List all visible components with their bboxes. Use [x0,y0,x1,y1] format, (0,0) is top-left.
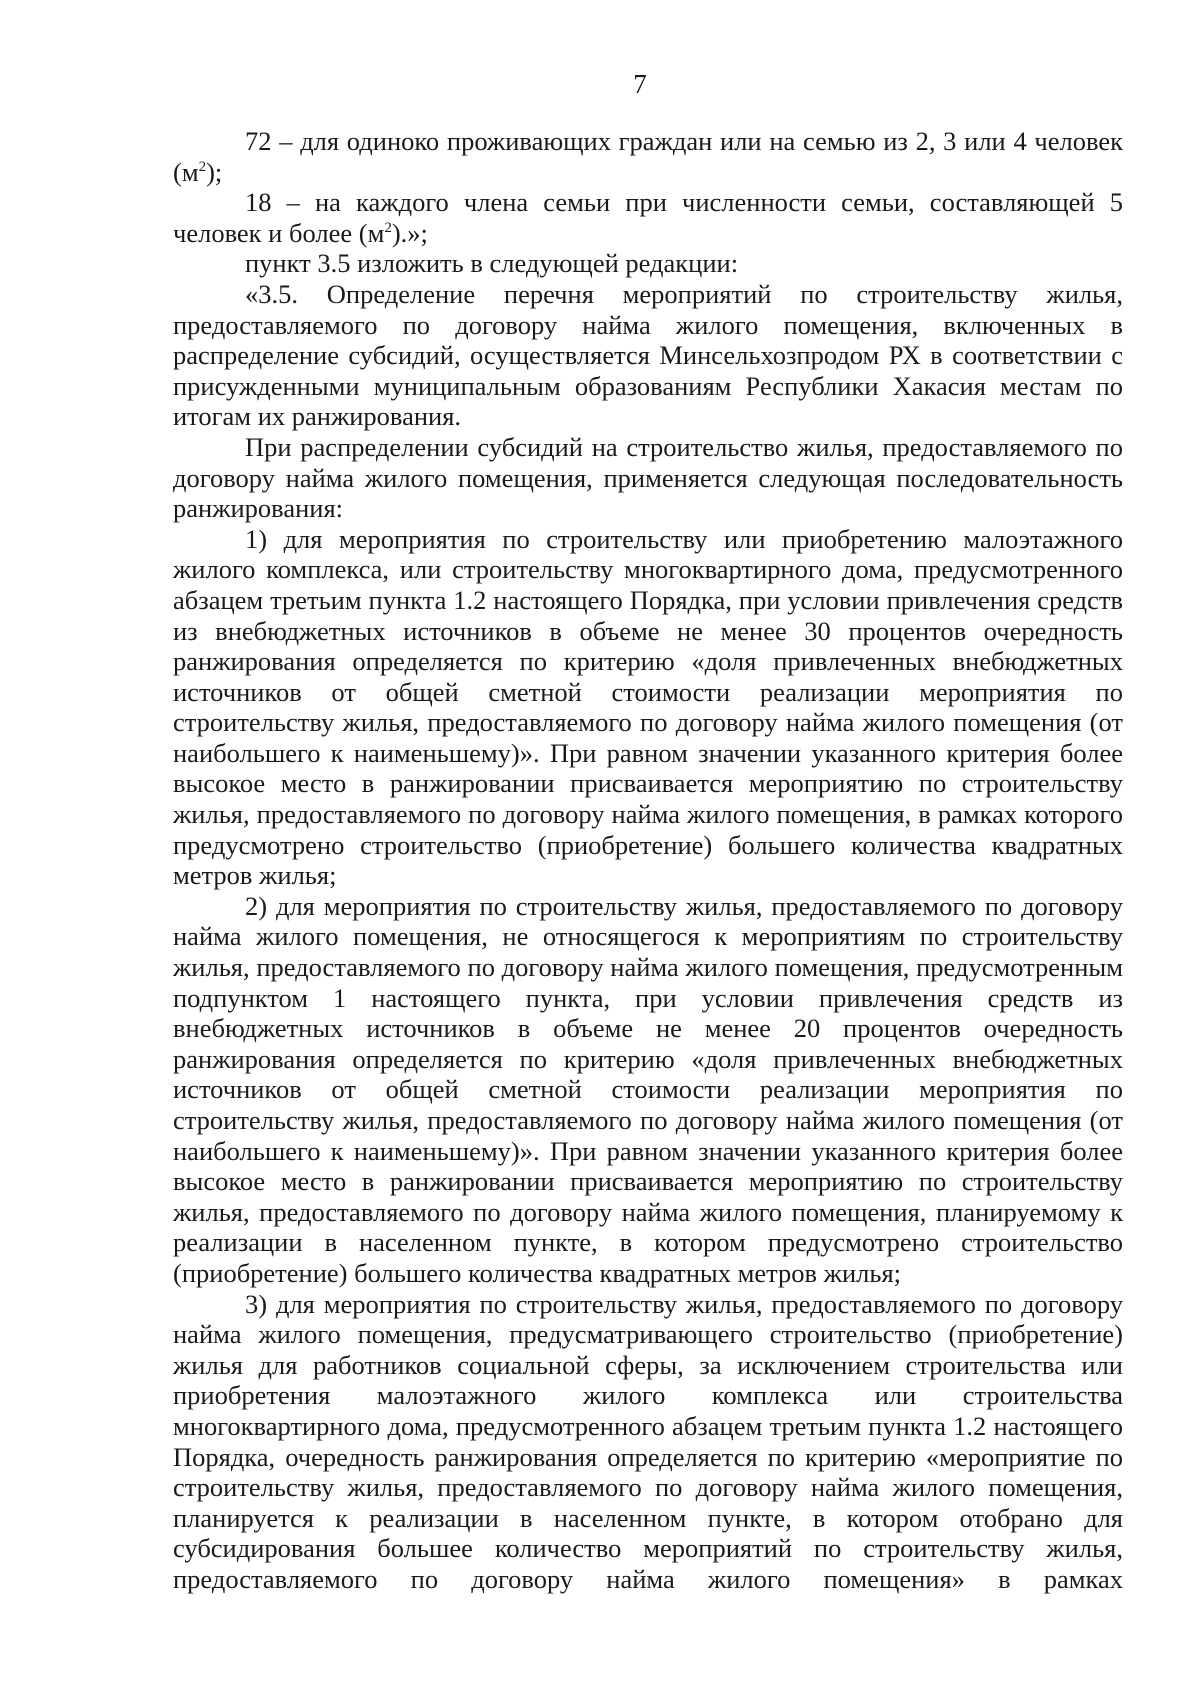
paragraph-item-3: 3) для мероприятия по строительству жилья, предоставляемого по договору найма жилого помещения, предусматривающего строительство (приобретение) жилья для работников социальной сферы, за исключением строительства или приобретения малоэтажного жилого комплекса или строительства многоквартирного дома, предусмотренного абзацем третьим пункта 1.2 настоящего Порядка, очередность ранжирования определяется по критерию «мероприятие по строительству жилья, предоставляемого по договору найма жилого помещения, планируется к реализации в населенном пункте, в котором отобрано для субсидирования большее количество мероприятий по строительству жилья, предоставляемого по договору найма жилого помещения» в рамках [173,1288,1123,1594]
paragraph-item-2: 2) для мероприятия по строительству жилья, предоставляемого по договору найма жилого помещения, не относящегося к мероприятиям по строительству жилья, предоставляемого по договору найма жилого помещения, предусмотренным подпунктом 1 настоящего пункта, при условии привлечения средств из внебюджетных источников в объеме не менее 20 процентов очередность ранжирования определяется по критерию «доля привлеченных внебюджетных источников от общей сметной стоимости реализации мероприятия по строительству жилья, предоставляемого по договору найма жилого помещения (от наибольшего к наименьшему)». При равном значении указанного критерия более высокое место в ранжировании присваивается мероприятию по строительству жилья, предоставляемого по договору найма жилого помещения, планируемому к реализации в населенном пункте, в котором предусмотрено строительство (приобретение) большего количества квадратных метров жилья; [173,890,1123,1288]
paragraph-text: 18 – на каждого члена семьи при численности семьи, составляющей 5 человек и более (м [173,187,1123,248]
paragraph-area-norm-single [173,126,1123,187]
paragraph-ranking-intro: При распределении субсидий на строительство жилья, предоставляемого по договору найма жилого помещения, применяется следующая последовательность ранжирования: [173,431,1123,524]
page-number: 7 [633,69,647,99]
paragraph-text: 72 – для одиноко проживающих граждан или на семью из 2, 3 или 4 человек (м [173,126,1123,187]
paragraph-amendment-intro: пункт 3.5 изложить в следующей редакции: [245,248,739,279]
paragraph-area-norm-family [173,187,1123,248]
superscript: 2 [384,219,392,236]
paragraph-clause-3-5: «3.5. Определение перечня мероприятий по строительству жилья, предоставляемого по договору найма жилого помещения, включенных в распределение субсидий, осуществляется Минсельхозпродом РХ в соответствии с присужденными муниципальным образованиям Республики Хакасия местам по итогам их ранжирования. [173,278,1123,432]
superscript: 2 [198,158,207,175]
document-body [173,126,1123,1595]
paragraph-text: ).»; [391,217,428,248]
paragraph-item-1: 1) для мероприятия по строительству или приобретению малоэтажного жилого комплекса, или строительству многоквартирного дома, предусмотренного абзацем третьим пункта 1.2 настоящего Порядка, при условии привлечения средств из внебюджетных источников в объеме не менее 30 процентов очередность ранжирования определяется по критерию «доля привлеченных внебюджетных источников от общей сметной стоимости реализации мероприятия по строительству жилья, предоставляемого по договору найма жилого помещения (от наибольшего к наименьшему)». При равном значении указанного критерия более высокое место в ранжировании присваивается мероприятию по строительству жилья, предоставляемого по договору найма жилого помещения, в рамках которого предусмотрено строительство (приобретение) большего количества квадратных метров жилья; [173,523,1123,891]
paragraph-text: ); [206,156,223,187]
